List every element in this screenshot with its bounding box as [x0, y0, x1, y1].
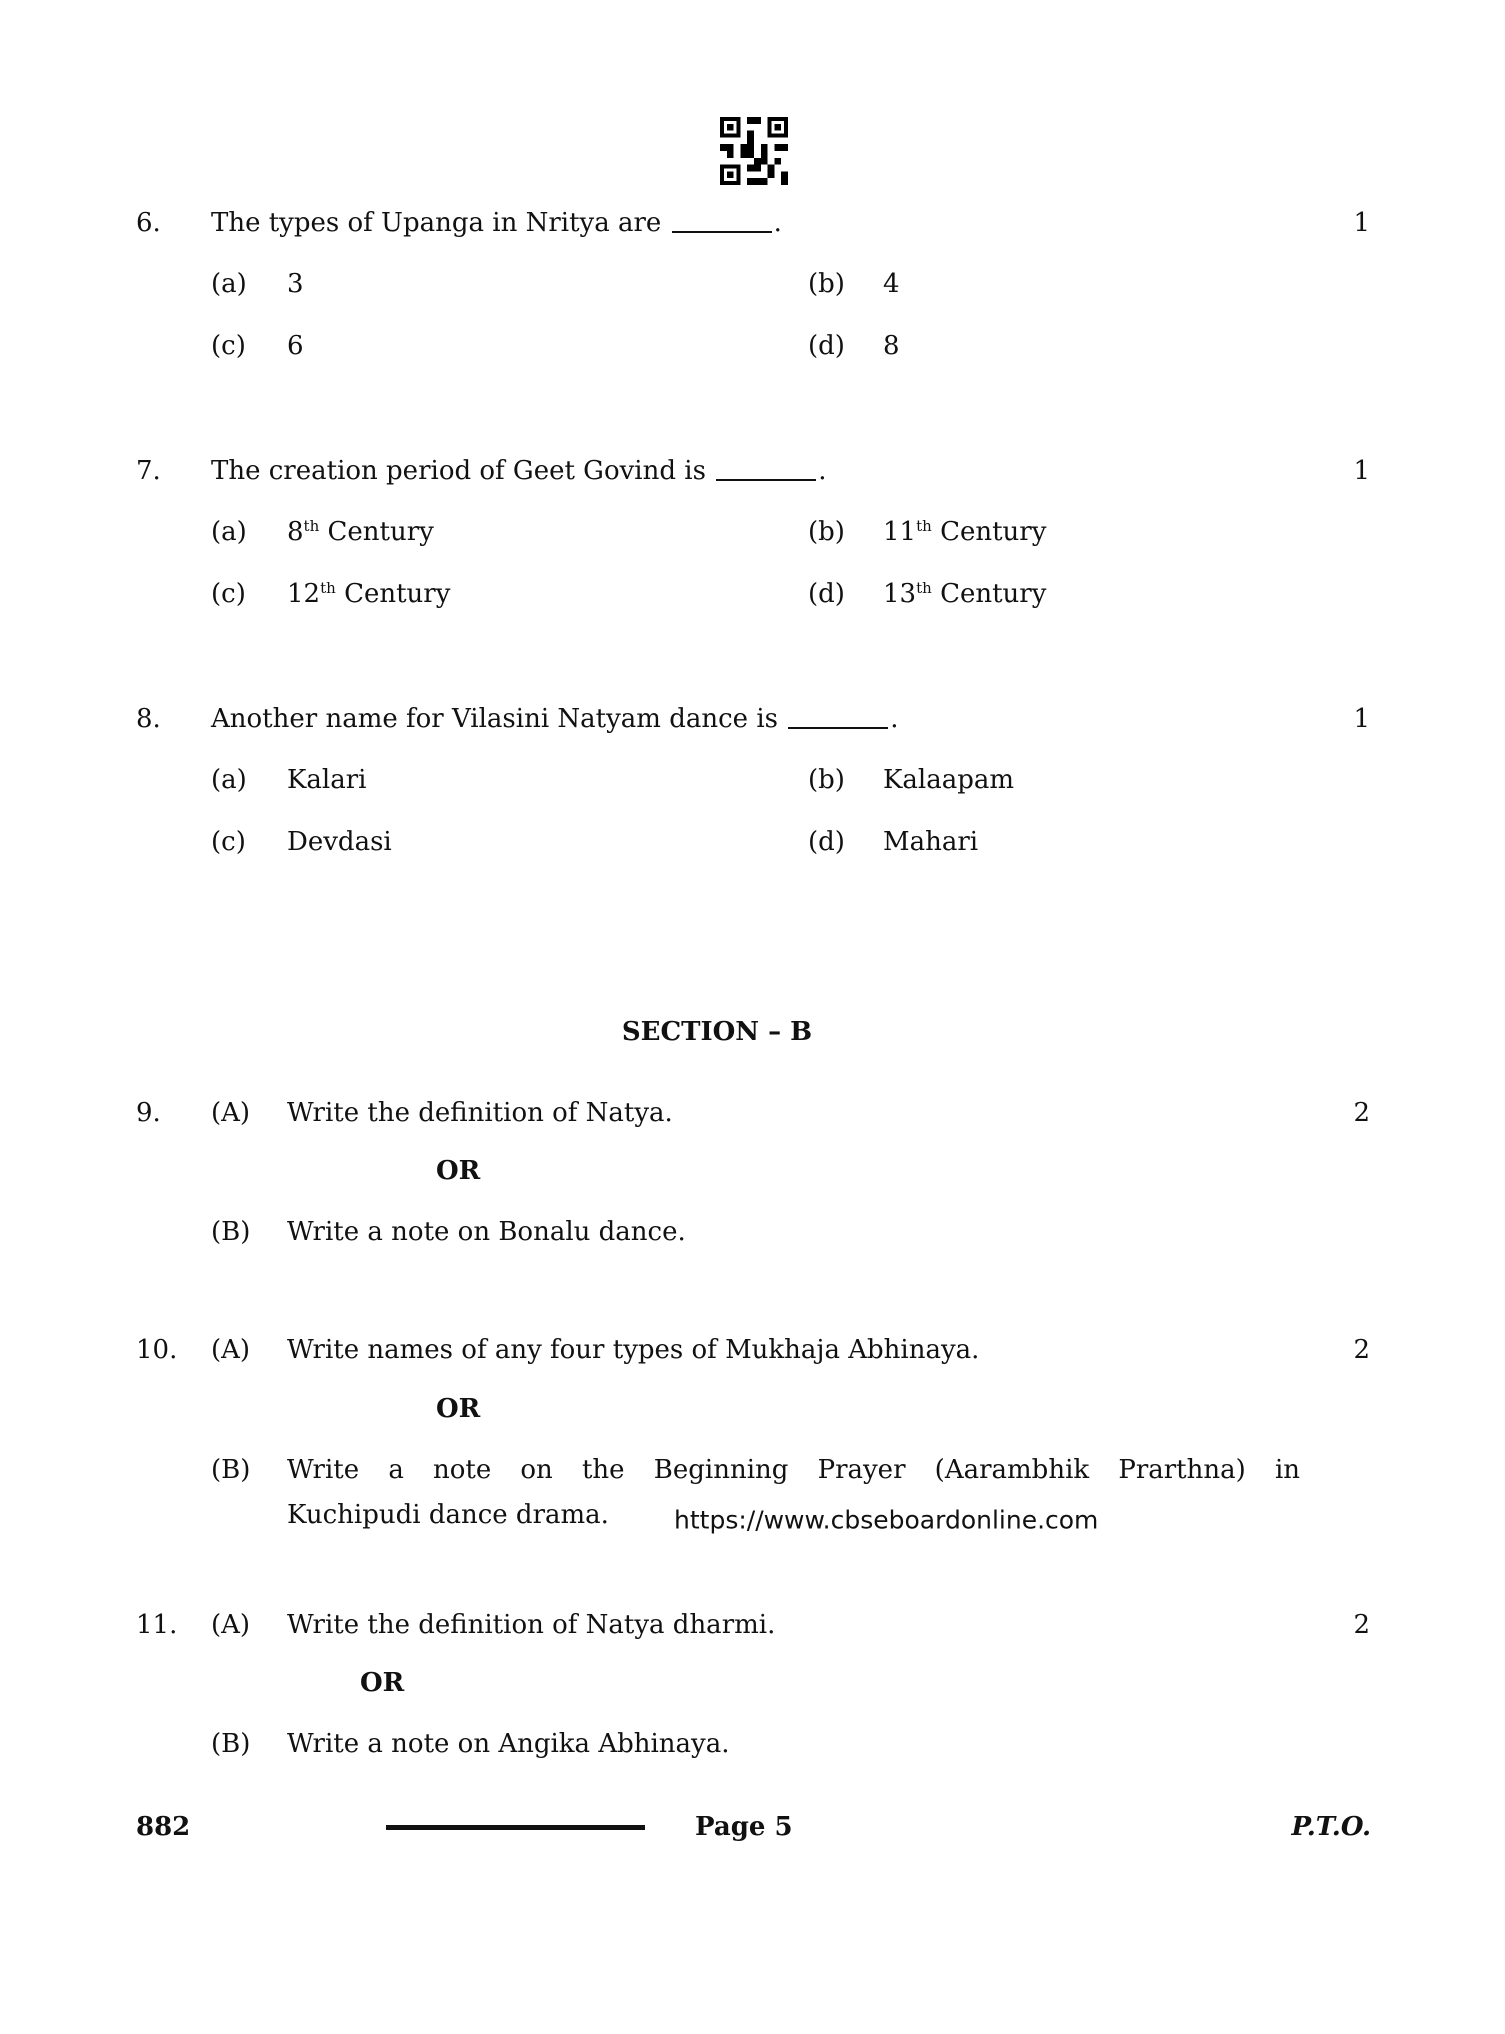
ordinal-number: 11: [883, 517, 917, 547]
question-text: The types of Upanga in Nritya are .: [211, 208, 782, 238]
marks: 1: [1353, 704, 1370, 734]
option-label: (b): [808, 765, 845, 795]
ordinal-number: 12: [287, 579, 321, 609]
section-heading: SECTION – B: [621, 1017, 813, 1047]
option-word: Century: [327, 517, 434, 547]
watermark-url: https://www.cbseboardonline.com: [674, 1505, 1099, 1535]
part-text-continued: Kuchipudi dance drama.: [287, 1500, 609, 1530]
or-label: OR: [436, 1394, 481, 1424]
ordinal-number: 8: [287, 517, 304, 547]
option-text: [287, 581, 450, 607]
option-word: Century: [344, 579, 451, 609]
part-label: (B): [211, 1729, 251, 1759]
option-text: 6: [287, 331, 304, 361]
option-label: (d): [808, 579, 845, 609]
part-text: Write names of any four types of Mukhaja Abhinaya.: [287, 1335, 980, 1365]
question-number: 6.: [136, 208, 161, 238]
pto-label: P.T.O.: [1291, 1812, 1371, 1842]
part-text: Write a note on Bonalu dance.: [287, 1217, 686, 1247]
option-text: Kalaapam: [883, 765, 1015, 795]
part-label: (A): [211, 1335, 251, 1365]
paper-code: 882: [136, 1812, 191, 1842]
question-text-content: Another name for Vilasini Natyam dance is: [211, 704, 778, 734]
question-number: 7.: [136, 456, 161, 486]
option-text: Mahari: [883, 827, 979, 857]
qr-code: [720, 117, 788, 185]
ordinal-suffix: th: [303, 517, 320, 535]
question-text: The creation period of Geet Govind is .: [211, 456, 827, 486]
option-label: (a): [211, 517, 247, 547]
part-text: Write the definition of Natya dharmi.: [287, 1610, 776, 1640]
option-label: (b): [808, 269, 845, 299]
part-label: (B): [211, 1455, 251, 1485]
question-text-content: The types of Upanga in Nritya are: [211, 208, 662, 238]
part-label: (A): [211, 1098, 251, 1128]
option-text: [883, 581, 1046, 607]
marks: 2: [1353, 1098, 1370, 1128]
blank-line: [716, 478, 816, 481]
marks: 1: [1353, 456, 1370, 486]
or-label: OR: [360, 1668, 405, 1698]
option-text: 3: [287, 269, 304, 299]
option-word: Century: [940, 579, 1047, 609]
marks: 2: [1353, 1335, 1370, 1365]
ordinal-suffix: th: [320, 579, 336, 597]
question-number: 11.: [136, 1610, 178, 1640]
or-label: OR: [436, 1156, 481, 1186]
option-label: (c): [211, 331, 246, 361]
ordinal-number: 13: [883, 579, 917, 609]
page-number: Page 5: [695, 1812, 793, 1842]
option-text: [883, 519, 1046, 545]
option-label: (c): [211, 579, 246, 609]
marks: 1: [1353, 208, 1370, 238]
question-number: 10.: [136, 1335, 178, 1365]
option-text: [287, 519, 434, 545]
option-text: 8: [883, 331, 900, 361]
question-text: Another name for Vilasini Natyam dance is .: [211, 704, 899, 734]
option-label: (d): [808, 331, 845, 361]
blank-line: [788, 726, 888, 729]
part-label: (A): [211, 1610, 251, 1640]
part-text: Write a note on the Beginning Prayer (Aarambhik Prarthna) in: [287, 1455, 1300, 1485]
option-text: Kalari: [287, 765, 367, 795]
marks: 2: [1353, 1610, 1370, 1640]
part-label: (B): [211, 1217, 251, 1247]
option-text: Devdasi: [287, 827, 392, 857]
option-label: (a): [211, 269, 247, 299]
ordinal-suffix: th: [916, 517, 932, 535]
option-label: (c): [211, 827, 246, 857]
footer-rule: [386, 1825, 645, 1830]
question-text-content: The creation period of Geet Govind is: [211, 456, 706, 486]
part-text: Write a note on Angika Abhinaya.: [287, 1729, 730, 1759]
blank-line: [672, 230, 772, 233]
part-text: Write the definition of Natya.: [287, 1098, 673, 1128]
option-label: (d): [808, 827, 845, 857]
option-word: Century: [940, 517, 1047, 547]
question-number: 9.: [136, 1098, 161, 1128]
option-text: 4: [883, 269, 900, 299]
option-label: (b): [808, 517, 845, 547]
question-number: 8.: [136, 704, 161, 734]
ordinal-suffix: th: [916, 579, 932, 597]
option-label: (a): [211, 765, 247, 795]
